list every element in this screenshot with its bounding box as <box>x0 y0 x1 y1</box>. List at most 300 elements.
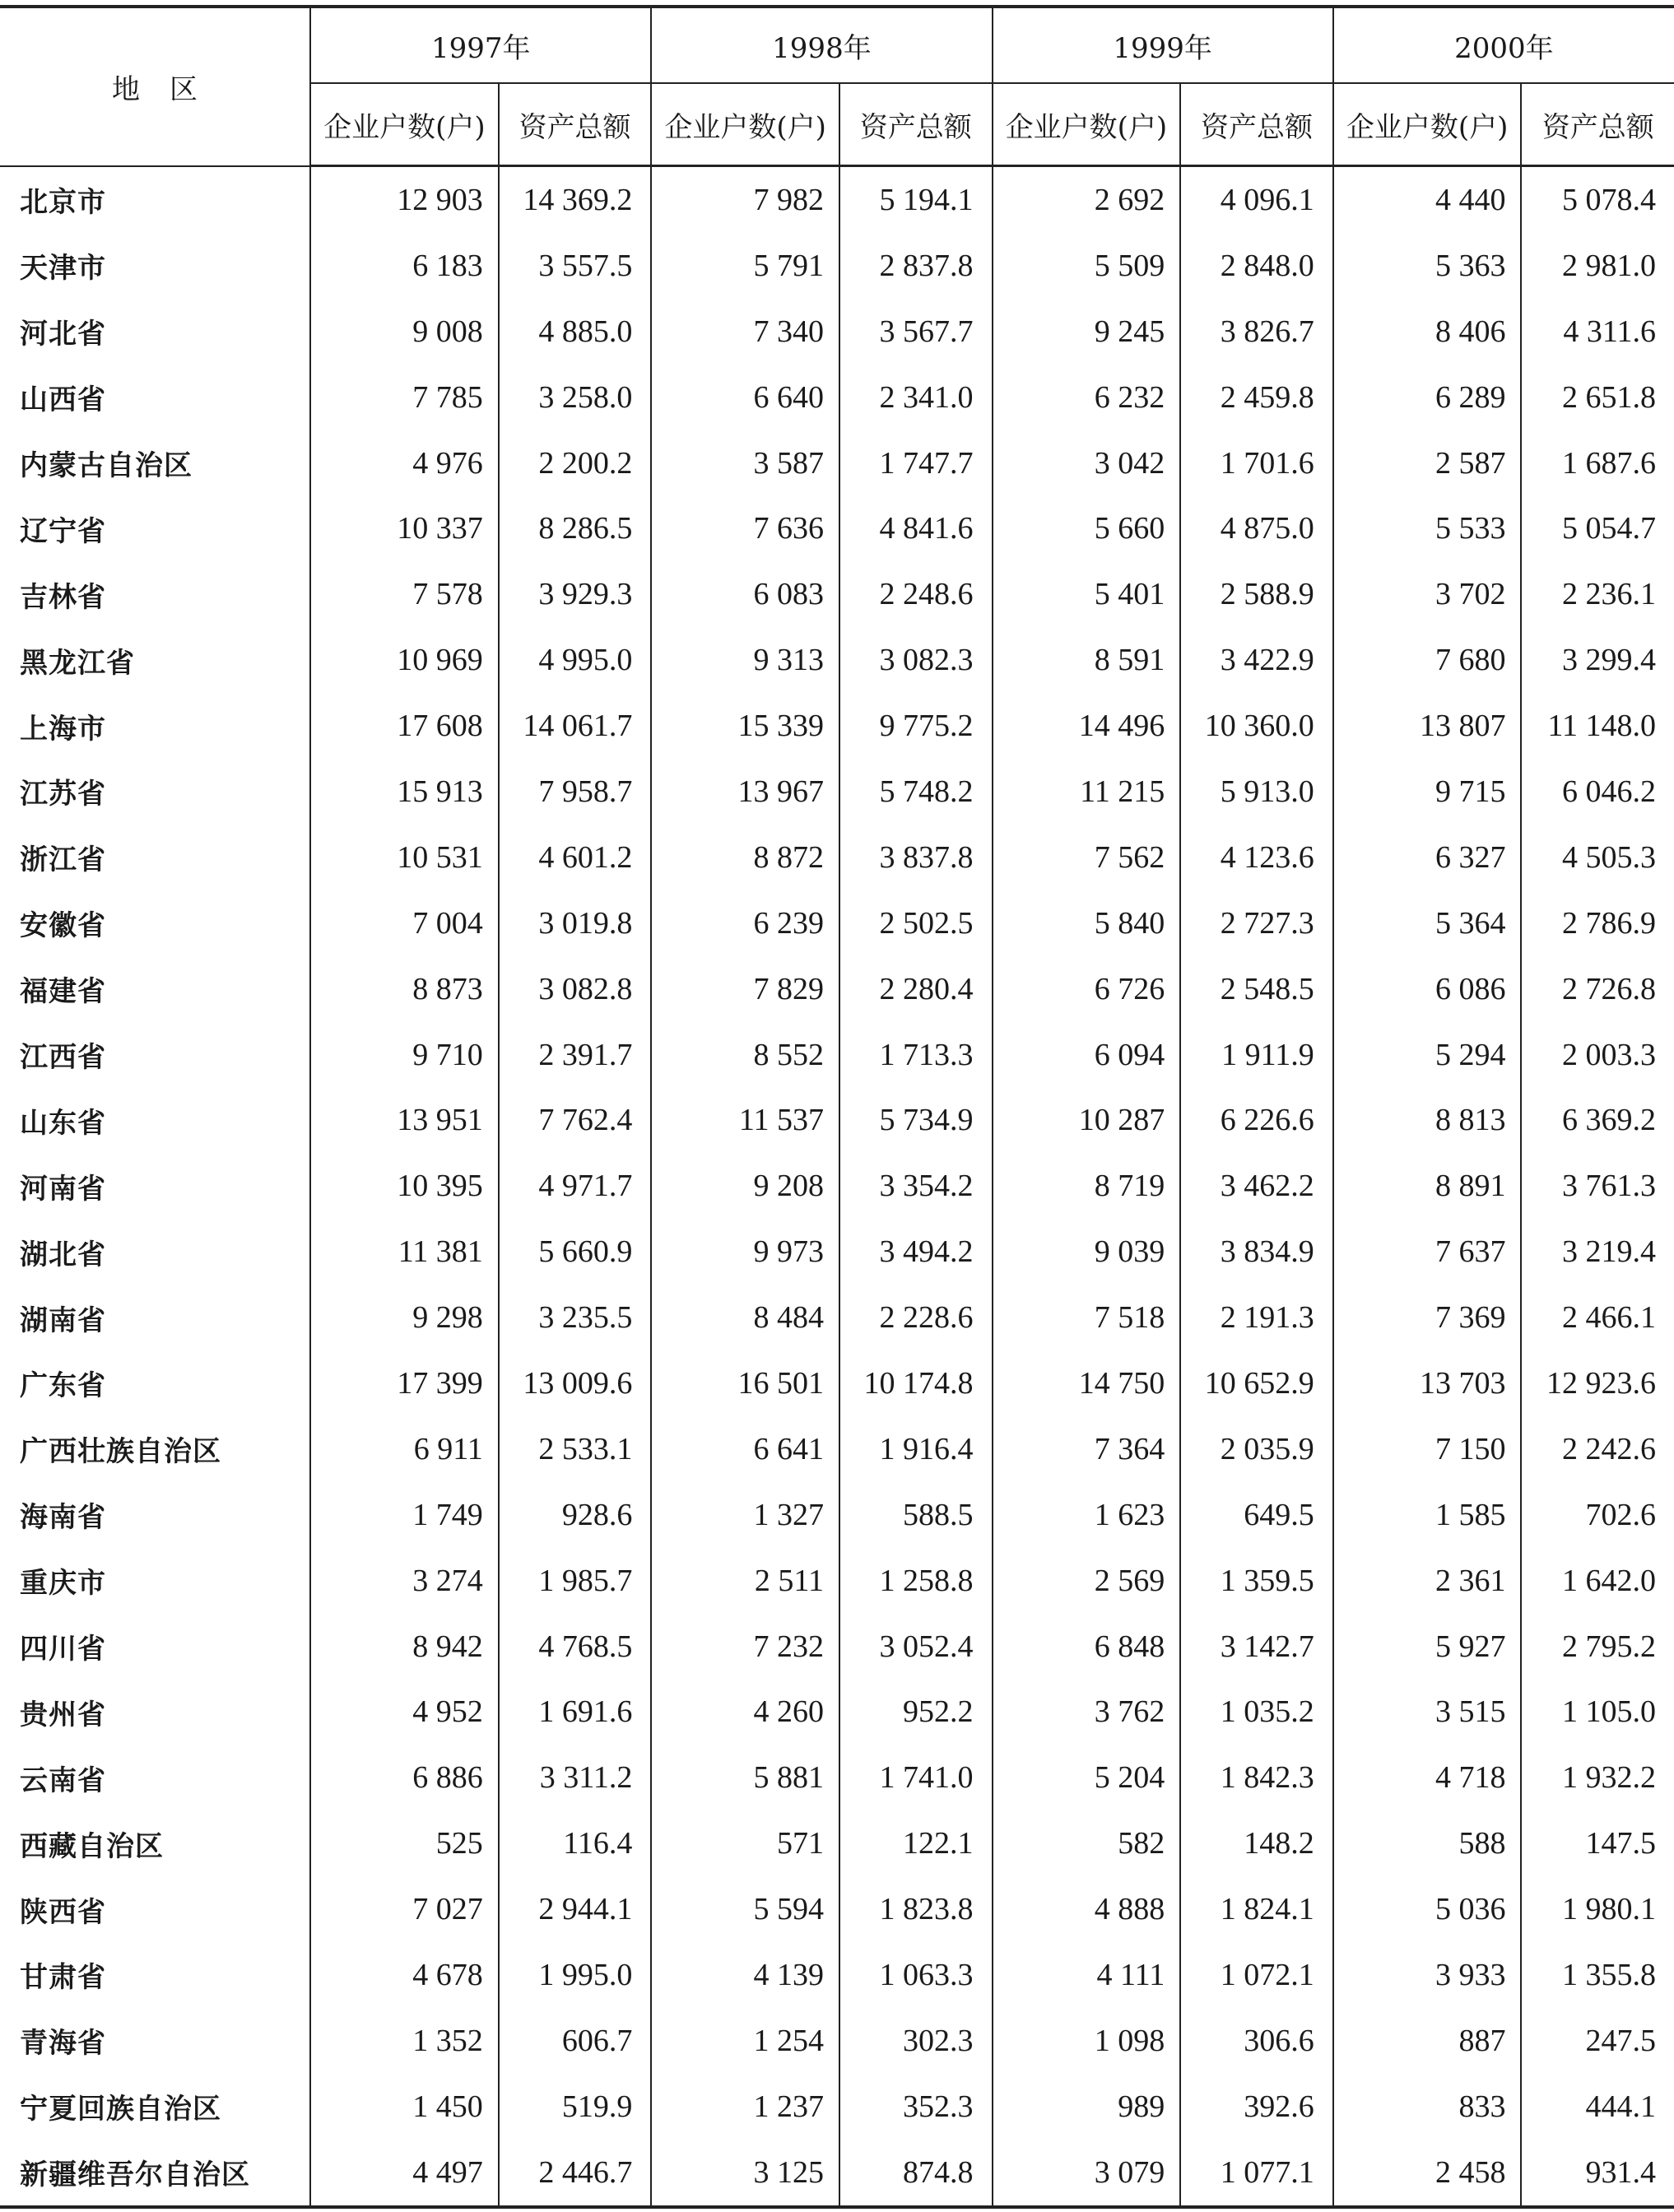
region-name-cell: 西藏自治区 <box>0 1810 310 1876</box>
table-row <box>0 1745 1674 1810</box>
assets-total-cell: 1 747.7 <box>839 430 993 496</box>
assets-total-cell: 2 280.4 <box>839 956 993 1022</box>
assets-total-cell: 4 885.0 <box>499 299 652 365</box>
assets-total-cell: 2 242.6 <box>1562 1431 1656 1466</box>
enterprise-count-cell: 8 719 <box>993 1153 1181 1219</box>
enterprise-count-cell: 11 537 <box>651 1087 839 1153</box>
table-row <box>0 430 1674 496</box>
assets-total-cell: 14 061.7 <box>499 693 652 759</box>
assets-total-cell: 2 588.9 <box>1180 561 1333 627</box>
assets-total-cell: 588.5 <box>839 1482 993 1548</box>
region-name-cell: 内蒙古自治区 <box>0 430 310 496</box>
assets-total-cell: 2 466.1 <box>1562 1300 1656 1336</box>
assets-total-cell: 5 078.4 <box>1562 182 1656 217</box>
enterprise-count-cell: 4 718 <box>1333 1745 1522 1810</box>
assets-total-cell: 3 929.3 <box>499 561 652 627</box>
enterprise-count-cell: 10 337 <box>310 495 499 561</box>
assets-total-cell: 1 980.1 <box>1562 1892 1656 1927</box>
assets-total-cell: 1 741.0 <box>839 1745 993 1810</box>
data-table-wrapper <box>0 5 1674 2209</box>
enterprise-count-cell: 5 363 <box>1333 233 1522 299</box>
enterprise-count-cell: 9 039 <box>993 1219 1181 1285</box>
region-name-cell: 重庆市 <box>0 1548 310 1614</box>
region-name-cell: 河北省 <box>0 299 310 365</box>
enterprise-count-cell: 3 702 <box>1333 561 1522 627</box>
assets-total-cell: 4 096.1 <box>1180 166 1333 233</box>
assets-total-cell: 1 077.1 <box>1180 2140 1333 2207</box>
enterprise-count-cell: 10 969 <box>310 627 499 693</box>
assets-total-cell: 3 082.8 <box>499 956 652 1022</box>
enterprise-count-cell: 3 079 <box>993 2140 1181 2207</box>
enterprise-count-cell: 582 <box>993 1810 1181 1876</box>
assets-total-cell: 444.1 <box>1585 2089 1656 2124</box>
assets-total-cell: 1 072.1 <box>1180 1942 1333 2008</box>
enterprise-count-cell: 4 260 <box>651 1679 839 1745</box>
enterprise-count-cell: 10 531 <box>310 825 499 890</box>
assets-total-cell: 2 548.5 <box>1180 956 1333 1022</box>
enterprise-count-cell: 6 239 <box>651 890 839 956</box>
assets-total-cell: 6 046.2 <box>1562 774 1656 809</box>
enterprise-count-cell: 1 450 <box>310 2074 499 2140</box>
enterprise-count-cell: 5 881 <box>651 1745 839 1810</box>
assets-total-cell: 10 652.9 <box>1180 1350 1333 1416</box>
enterprise-count-cell: 13 951 <box>310 1087 499 1153</box>
enterprise-count-cell: 6 726 <box>993 956 1181 1022</box>
assets-total-cell: 3 258.0 <box>499 365 652 430</box>
region-name-cell: 福建省 <box>0 956 310 1022</box>
enterprise-count-cell: 7 982 <box>651 166 839 233</box>
region-name-cell: 广东省 <box>0 1350 310 1416</box>
table-row <box>0 1022 1674 1088</box>
assets-total-cell: 4 601.2 <box>499 825 652 890</box>
assets-total-cell: 1 932.2 <box>1562 1760 1656 1796</box>
assets-total-cell: 392.6 <box>1180 2074 1333 2140</box>
assets-total-cell: 3 567.7 <box>839 299 993 365</box>
assets-total-cell: 1 063.3 <box>839 1942 993 2008</box>
enterprise-count-cell: 8 942 <box>310 1614 499 1680</box>
enterprise-count-cell: 7 340 <box>651 299 839 365</box>
enterprise-count-cell: 5 509 <box>993 233 1181 299</box>
assets-total-cell: 247.5 <box>1585 2023 1656 2058</box>
assets-total-cell: 5 054.7 <box>1562 511 1656 546</box>
enterprise-count-cell: 6 911 <box>310 1416 499 1482</box>
enterprise-count-cell: 6 094 <box>993 1022 1181 1088</box>
enterprise-count-cell: 9 298 <box>310 1285 499 1350</box>
assets-total-cell: 2 533.1 <box>499 1416 652 1482</box>
table-row <box>0 561 1674 627</box>
table-row <box>0 233 1674 299</box>
assets-total-cell: 4 841.6 <box>839 495 993 561</box>
enterprise-count-cell: 9 313 <box>651 627 839 693</box>
assets-total-cell: 14 369.2 <box>499 166 652 233</box>
assets-total-cell: 1 842.3 <box>1180 1745 1333 1810</box>
assets-total-cell: 928.6 <box>499 1482 652 1548</box>
enterprise-count-cell: 989 <box>993 2074 1181 2140</box>
table-row <box>0 1482 1674 1548</box>
assets-total-cell: 122.1 <box>839 1810 993 1876</box>
enterprise-count-cell: 5 204 <box>993 1745 1181 1810</box>
assets-total-cell: 931.4 <box>1585 2154 1656 2190</box>
subheader-enterprises: 企业户数(户) <box>1333 83 1522 166</box>
assets-total-cell: 2 236.1 <box>1562 577 1656 612</box>
region-name-cell: 河南省 <box>0 1153 310 1219</box>
enterprise-count-cell: 5 364 <box>1333 890 1522 956</box>
assets-total-cell: 10 360.0 <box>1180 693 1333 759</box>
enterprise-assets-table <box>0 5 1674 2209</box>
enterprise-count-cell: 3 933 <box>1333 1942 1522 2008</box>
enterprise-count-cell: 5 840 <box>993 890 1181 956</box>
assets-total-cell: 3 422.9 <box>1180 627 1333 693</box>
assets-total-cell: 2 944.1 <box>499 1876 652 1942</box>
enterprise-count-cell: 13 703 <box>1333 1350 1522 1416</box>
enterprise-count-cell: 588 <box>1333 1810 1522 1876</box>
enterprise-count-cell: 7 578 <box>310 561 499 627</box>
enterprise-count-cell: 7 785 <box>310 365 499 430</box>
year-header-1998: 1998年 <box>651 7 992 83</box>
enterprise-count-cell: 7 562 <box>993 825 1181 890</box>
enterprise-count-cell: 4 139 <box>651 1942 839 2008</box>
assets-total-cell: 147.5 <box>1585 1826 1656 1861</box>
assets-total-cell: 7 958.7 <box>499 759 652 825</box>
assets-total-cell: 10 174.8 <box>839 1350 993 1416</box>
table-row <box>0 365 1674 430</box>
assets-total-cell: 3 142.7 <box>1180 1614 1333 1680</box>
year-header-2000: 2000年 <box>1333 7 1674 83</box>
enterprise-count-cell: 8 813 <box>1333 1087 1522 1153</box>
enterprise-count-cell: 8 406 <box>1333 299 1522 365</box>
enterprise-count-cell: 7 364 <box>993 1416 1181 1482</box>
region-name-cell: 海南省 <box>0 1482 310 1548</box>
assets-total-cell: 4 123.6 <box>1180 825 1333 890</box>
enterprise-count-cell: 8 484 <box>651 1285 839 1350</box>
enterprise-count-cell: 7 518 <box>993 1285 1181 1350</box>
table-row <box>0 1087 1674 1153</box>
assets-total-cell: 4 875.0 <box>1180 495 1333 561</box>
table-row <box>0 890 1674 956</box>
table-header <box>0 7 1674 166</box>
table-row <box>0 1679 1674 1745</box>
assets-total-cell: 2 848.0 <box>1180 233 1333 299</box>
assets-total-cell: 116.4 <box>499 1810 652 1876</box>
enterprise-count-cell: 1 749 <box>310 1482 499 1548</box>
enterprise-count-cell: 7 027 <box>310 1876 499 1942</box>
table-row <box>0 1548 1674 1614</box>
region-name-cell: 上海市 <box>0 693 310 759</box>
enterprise-count-cell: 571 <box>651 1810 839 1876</box>
enterprise-count-cell: 3 762 <box>993 1679 1181 1745</box>
assets-total-cell: 6 369.2 <box>1562 1103 1656 1138</box>
enterprise-count-cell: 2 569 <box>993 1548 1181 1614</box>
table-row <box>0 627 1674 693</box>
assets-total-cell: 4 971.7 <box>499 1153 652 1219</box>
region-name-cell: 新疆维吾尔自治区 <box>0 2140 310 2207</box>
assets-total-cell: 702.6 <box>1585 1497 1656 1532</box>
enterprise-count-cell: 17 608 <box>310 693 499 759</box>
assets-total-cell: 1 359.5 <box>1180 1548 1333 1614</box>
region-name-cell: 宁夏回族自治区 <box>0 2074 310 2140</box>
assets-total-cell: 3 082.3 <box>839 627 993 693</box>
assets-total-cell: 9 775.2 <box>839 693 993 759</box>
enterprise-count-cell: 7 829 <box>651 956 839 1022</box>
assets-total-cell: 148.2 <box>1180 1810 1333 1876</box>
assets-total-cell: 519.9 <box>499 2074 652 2140</box>
subheader-assets: 资产总额 <box>1180 83 1333 166</box>
assets-total-cell: 2 981.0 <box>1562 248 1656 283</box>
enterprise-count-cell: 10 287 <box>993 1087 1181 1153</box>
assets-total-cell: 5 660.9 <box>499 1219 652 1285</box>
enterprise-count-cell: 1 237 <box>651 2074 839 2140</box>
enterprise-count-cell: 14 750 <box>993 1350 1181 1416</box>
enterprise-count-cell: 6 641 <box>651 1416 839 1482</box>
assets-total-cell: 3 235.5 <box>499 1285 652 1350</box>
enterprise-count-cell: 2 587 <box>1333 430 1522 496</box>
enterprise-count-cell: 4 976 <box>310 430 499 496</box>
table-row <box>0 2140 1674 2207</box>
enterprise-count-cell: 8 891 <box>1333 1153 1522 1219</box>
table-row <box>0 299 1674 365</box>
enterprise-count-cell: 7 150 <box>1333 1416 1522 1482</box>
year-header-1997: 1997年 <box>310 7 651 83</box>
assets-total-cell: 1 105.0 <box>1562 1694 1656 1730</box>
region-name-cell: 湖北省 <box>0 1219 310 1285</box>
assets-total-cell: 352.3 <box>839 2074 993 2140</box>
assets-total-cell: 2 341.0 <box>839 365 993 430</box>
table-row <box>0 1942 1674 2008</box>
assets-total-cell: 4 768.5 <box>499 1614 652 1680</box>
enterprise-count-cell: 10 395 <box>310 1153 499 1219</box>
enterprise-count-cell: 3 587 <box>651 430 839 496</box>
subheader-enterprises: 企业户数(户) <box>651 83 839 166</box>
enterprise-count-cell: 5 660 <box>993 495 1181 561</box>
assets-total-cell: 1 916.4 <box>839 1416 993 1482</box>
enterprise-count-cell: 2 361 <box>1333 1548 1522 1614</box>
table-row <box>0 1416 1674 1482</box>
region-name-cell: 北京市 <box>0 166 310 233</box>
enterprise-count-cell: 6 183 <box>310 233 499 299</box>
enterprise-count-cell: 1 623 <box>993 1482 1181 1548</box>
table-row <box>0 1219 1674 1285</box>
region-name-cell: 湖南省 <box>0 1285 310 1350</box>
table-row <box>0 693 1674 759</box>
enterprise-count-cell: 5 294 <box>1333 1022 1522 1088</box>
enterprise-count-cell: 4 497 <box>310 2140 499 2207</box>
assets-total-cell: 2 837.8 <box>839 233 993 299</box>
region-name-cell: 天津市 <box>0 233 310 299</box>
enterprise-count-cell: 7 004 <box>310 890 499 956</box>
enterprise-count-cell: 1 327 <box>651 1482 839 1548</box>
assets-total-cell: 3 311.2 <box>499 1745 652 1810</box>
assets-total-cell: 2 446.7 <box>499 2140 652 2207</box>
enterprise-count-cell: 13 967 <box>651 759 839 825</box>
region-name-cell: 山东省 <box>0 1087 310 1153</box>
assets-total-cell: 1 824.1 <box>1180 1876 1333 1942</box>
assets-total-cell: 3 354.2 <box>839 1153 993 1219</box>
enterprise-count-cell: 6 640 <box>651 365 839 430</box>
assets-total-cell: 5 748.2 <box>839 759 993 825</box>
enterprise-count-cell: 1 352 <box>310 2008 499 2074</box>
region-name-cell: 吉林省 <box>0 561 310 627</box>
region-name-cell: 黑龙江省 <box>0 627 310 693</box>
assets-total-cell: 1 355.8 <box>1562 1957 1656 1992</box>
assets-total-cell: 306.6 <box>1180 2008 1333 2074</box>
assets-total-cell: 2 795.2 <box>1562 1629 1656 1664</box>
assets-total-cell: 1 823.8 <box>839 1876 993 1942</box>
enterprise-count-cell: 6 086 <box>1333 956 1522 1022</box>
enterprise-count-cell: 2 692 <box>993 166 1181 233</box>
enterprise-count-cell: 4 888 <box>993 1876 1181 1942</box>
enterprise-count-cell: 833 <box>1333 2074 1522 2140</box>
table-row <box>0 495 1674 561</box>
enterprise-count-cell: 8 872 <box>651 825 839 890</box>
assets-total-cell: 2 502.5 <box>839 890 993 956</box>
table-row <box>0 2008 1674 2074</box>
assets-total-cell: 3 837.8 <box>839 825 993 890</box>
assets-total-cell: 2 786.9 <box>1562 905 1656 941</box>
region-name-cell: 安徽省 <box>0 890 310 956</box>
table-row <box>0 1350 1674 1416</box>
assets-total-cell: 3 052.4 <box>839 1614 993 1680</box>
assets-total-cell: 5 734.9 <box>839 1087 993 1153</box>
enterprise-count-cell: 13 807 <box>1333 693 1522 759</box>
assets-total-cell: 2 228.6 <box>839 1285 993 1350</box>
enterprise-count-cell: 9 710 <box>310 1022 499 1088</box>
assets-total-cell: 1 258.8 <box>839 1548 993 1614</box>
year-header-1999: 1999年 <box>993 7 1333 83</box>
enterprise-count-cell: 4 440 <box>1333 166 1522 233</box>
region-name-cell: 广西壮族自治区 <box>0 1416 310 1482</box>
assets-total-cell: 1 691.6 <box>499 1679 652 1745</box>
assets-total-cell: 11 148.0 <box>1547 709 1656 744</box>
enterprise-count-cell: 17 399 <box>310 1350 499 1416</box>
assets-total-cell: 1 911.9 <box>1180 1022 1333 1088</box>
enterprise-count-cell: 6 848 <box>993 1614 1181 1680</box>
assets-total-cell: 1 701.6 <box>1180 430 1333 496</box>
region-name-cell: 贵州省 <box>0 1679 310 1745</box>
table-row <box>0 956 1674 1022</box>
enterprise-count-cell: 3 515 <box>1333 1679 1522 1745</box>
enterprise-count-cell: 3 042 <box>993 430 1181 496</box>
enterprise-count-cell: 15 339 <box>651 693 839 759</box>
table-body <box>0 166 1674 2207</box>
region-name-cell: 辽宁省 <box>0 495 310 561</box>
assets-total-cell: 3 219.4 <box>1562 1234 1656 1270</box>
enterprise-count-cell: 2 458 <box>1333 2140 1522 2207</box>
assets-total-cell: 5 913.0 <box>1180 759 1333 825</box>
assets-total-cell: 4 505.3 <box>1562 839 1656 875</box>
enterprise-count-cell: 8 873 <box>310 956 499 1022</box>
assets-total-cell: 1 995.0 <box>499 1942 652 2008</box>
assets-total-cell: 2 391.7 <box>499 1022 652 1088</box>
assets-total-cell: 2 003.3 <box>1562 1037 1656 1072</box>
assets-total-cell: 302.3 <box>839 2008 993 2074</box>
enterprise-count-cell: 3 274 <box>310 1548 499 1614</box>
enterprise-count-cell: 9 008 <box>310 299 499 365</box>
assets-total-cell: 7 762.4 <box>499 1087 652 1153</box>
assets-total-cell: 4 995.0 <box>499 627 652 693</box>
enterprise-count-cell: 5 401 <box>993 561 1181 627</box>
enterprise-count-cell: 2 511 <box>651 1548 839 1614</box>
enterprise-count-cell: 15 913 <box>310 759 499 825</box>
enterprise-count-cell: 9 208 <box>651 1153 839 1219</box>
assets-total-cell: 3 557.5 <box>499 233 652 299</box>
assets-total-cell: 2 200.2 <box>499 430 652 496</box>
assets-total-cell: 649.5 <box>1180 1482 1333 1548</box>
assets-total-cell: 1 035.2 <box>1180 1679 1333 1745</box>
region-name-cell: 陕西省 <box>0 1876 310 1942</box>
subheader-assets: 资产总额 <box>839 83 993 166</box>
assets-total-cell: 2 191.3 <box>1180 1285 1333 1350</box>
assets-total-cell: 3 494.2 <box>839 1219 993 1285</box>
assets-total-cell: 1 687.6 <box>1562 445 1656 481</box>
assets-total-cell: 5 194.1 <box>839 166 993 233</box>
assets-total-cell: 2 727.3 <box>1180 890 1333 956</box>
region-name-cell: 云南省 <box>0 1745 310 1810</box>
region-name-cell: 江苏省 <box>0 759 310 825</box>
region-name-cell: 四川省 <box>0 1614 310 1680</box>
region-name-cell: 甘肃省 <box>0 1942 310 2008</box>
enterprise-count-cell: 7 232 <box>651 1614 839 1680</box>
assets-total-cell: 13 009.6 <box>499 1350 652 1416</box>
enterprise-count-cell: 7 637 <box>1333 1219 1522 1285</box>
assets-total-cell: 8 286.5 <box>499 495 652 561</box>
assets-total-cell: 3 761.3 <box>1562 1169 1656 1204</box>
enterprise-count-cell: 5 927 <box>1333 1614 1522 1680</box>
table-row <box>0 759 1674 825</box>
enterprise-count-cell: 5 791 <box>651 233 839 299</box>
region-name-cell: 山西省 <box>0 365 310 430</box>
enterprise-count-cell: 4 678 <box>310 1942 499 2008</box>
assets-total-cell: 1 642.0 <box>1562 1563 1656 1598</box>
table-row <box>0 825 1674 890</box>
assets-total-cell: 2 035.9 <box>1180 1416 1333 1482</box>
assets-total-cell: 4 311.6 <box>1563 314 1656 349</box>
enterprise-count-cell: 9 245 <box>993 299 1181 365</box>
subheader-enterprises: 企业户数(户) <box>993 83 1181 166</box>
enterprise-count-cell: 16 501 <box>651 1350 839 1416</box>
assets-total-cell: 1 713.3 <box>839 1022 993 1088</box>
table-row <box>0 1614 1674 1680</box>
enterprise-count-cell: 1 585 <box>1333 1482 1522 1548</box>
assets-total-cell: 874.8 <box>839 2140 993 2207</box>
region-name-cell: 青海省 <box>0 2008 310 2074</box>
enterprise-count-cell: 6 886 <box>310 1745 499 1810</box>
enterprise-count-cell: 887 <box>1333 2008 1522 2074</box>
enterprise-count-cell: 7 369 <box>1333 1285 1522 1350</box>
assets-total-cell: 12 923.6 <box>1546 1365 1656 1401</box>
region-name-cell: 浙江省 <box>0 825 310 890</box>
assets-total-cell: 952.2 <box>839 1679 993 1745</box>
table-row <box>0 1153 1674 1219</box>
assets-total-cell: 6 226.6 <box>1180 1087 1333 1153</box>
assets-total-cell: 3 834.9 <box>1180 1219 1333 1285</box>
enterprise-count-cell: 525 <box>310 1810 499 1876</box>
enterprise-count-cell: 11 215 <box>993 759 1181 825</box>
table-row <box>0 166 1674 233</box>
enterprise-count-cell: 6 232 <box>993 365 1181 430</box>
enterprise-count-cell: 5 036 <box>1333 1876 1522 1942</box>
assets-total-cell: 3 826.7 <box>1180 299 1333 365</box>
enterprise-count-cell: 9 715 <box>1333 759 1522 825</box>
assets-total-cell: 3 299.4 <box>1562 643 1656 678</box>
enterprise-count-cell: 6 083 <box>651 561 839 627</box>
region-column-header: 地区 <box>0 7 310 166</box>
enterprise-count-cell: 4 111 <box>993 1942 1181 2008</box>
enterprise-count-cell: 5 594 <box>651 1876 839 1942</box>
enterprise-count-cell: 8 552 <box>651 1022 839 1088</box>
enterprise-count-cell: 9 973 <box>651 1219 839 1285</box>
table-row <box>0 1876 1674 1942</box>
assets-total-cell: 3 462.2 <box>1180 1153 1333 1219</box>
